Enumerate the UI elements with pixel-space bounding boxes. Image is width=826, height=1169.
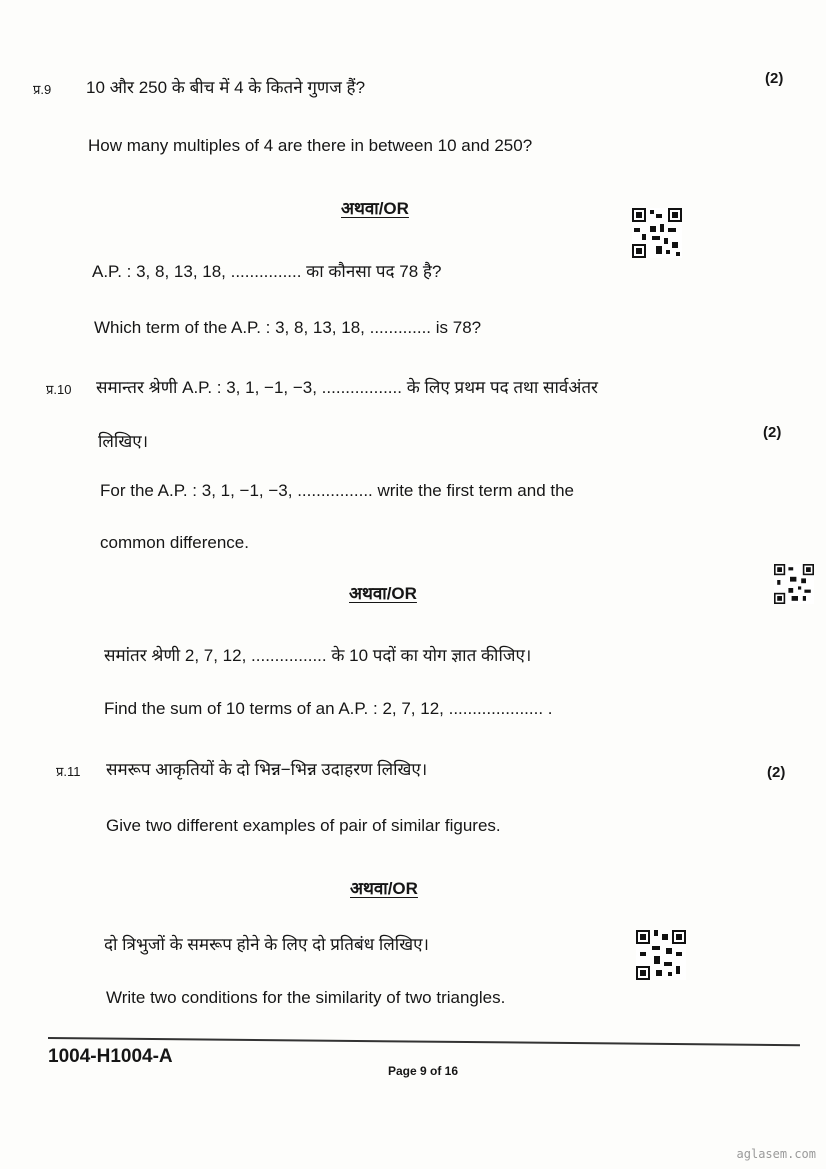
q11-marks: (2) xyxy=(767,764,786,781)
page-number: Page 9 of 16 xyxy=(388,1064,459,1078)
paper-code: 1004-H1004-A xyxy=(48,1046,173,1067)
q10-english-line-1: For the A.P. : 3, 1, −1, −3, ................ write the first term and the xyxy=(100,481,575,500)
q11-hindi-text: समरूप आकृतियों के दो भिन्न−भिन्न उदाहरण लिखिए। xyxy=(106,760,428,779)
question-number-11: प्र.11 xyxy=(56,764,81,779)
q11-or-label: अथवा/OR xyxy=(350,879,418,898)
q9-hindi-text: 10 और 250 के बीच में 4 के कितने गुणज हैं? xyxy=(86,78,366,97)
q11-english-text: Give two different examples of pair of similar figures. xyxy=(106,816,501,835)
q10-hindi-line-2: लिखिए। xyxy=(98,432,149,451)
q9-alt-english-text: Which term of the A.P. : 3, 8, 13, 18, ............. is 78? xyxy=(94,318,482,337)
qr-code-icon xyxy=(636,930,686,980)
question-number-9: प्र.9 xyxy=(33,82,52,97)
q9-marks: (2) xyxy=(765,70,784,87)
q9-or-label: अथवा/OR xyxy=(341,199,409,218)
q11-alt-english-text: Write two conditions for the similarity of two triangles. xyxy=(106,988,506,1007)
watermark: aglasem.com xyxy=(736,1147,816,1161)
q10-alt-english-text: Find the sum of 10 terms of an A.P. : 2, 7, 12, .................... . xyxy=(104,699,553,718)
q10-hindi-line-1: समान्तर श्रेणी A.P. : 3, 1, −1, −3, ................. के लिए प्रथम पद तथा सार्वअंतर xyxy=(96,378,599,397)
qr-code-icon xyxy=(774,564,814,604)
q11-alt-hindi-text: दो त्रिभुजों के समरूप होने के लिए दो प्रतिबंध लिखिए। xyxy=(104,935,429,954)
qr-code-icon xyxy=(632,208,682,258)
q9-alt-hindi-text: A.P. : 3, 8, 13, 18, ............... का कौनसा पद 78 है? xyxy=(92,262,442,281)
question-number-10: प्र.10 xyxy=(46,382,72,397)
footer-divider xyxy=(48,1037,800,1046)
q10-alt-hindi-text: समांतर श्रेणी 2, 7, 12, ................ के 10 पदों का योग ज्ञात कीजिए। xyxy=(104,646,532,665)
q10-marks: (2) xyxy=(763,424,782,441)
q9-english-text: How many multiples of 4 are there in between 10 and 250? xyxy=(88,136,533,155)
q10-english-line-2: common difference. xyxy=(100,533,249,552)
q10-or-label: अथवा/OR xyxy=(349,584,417,603)
